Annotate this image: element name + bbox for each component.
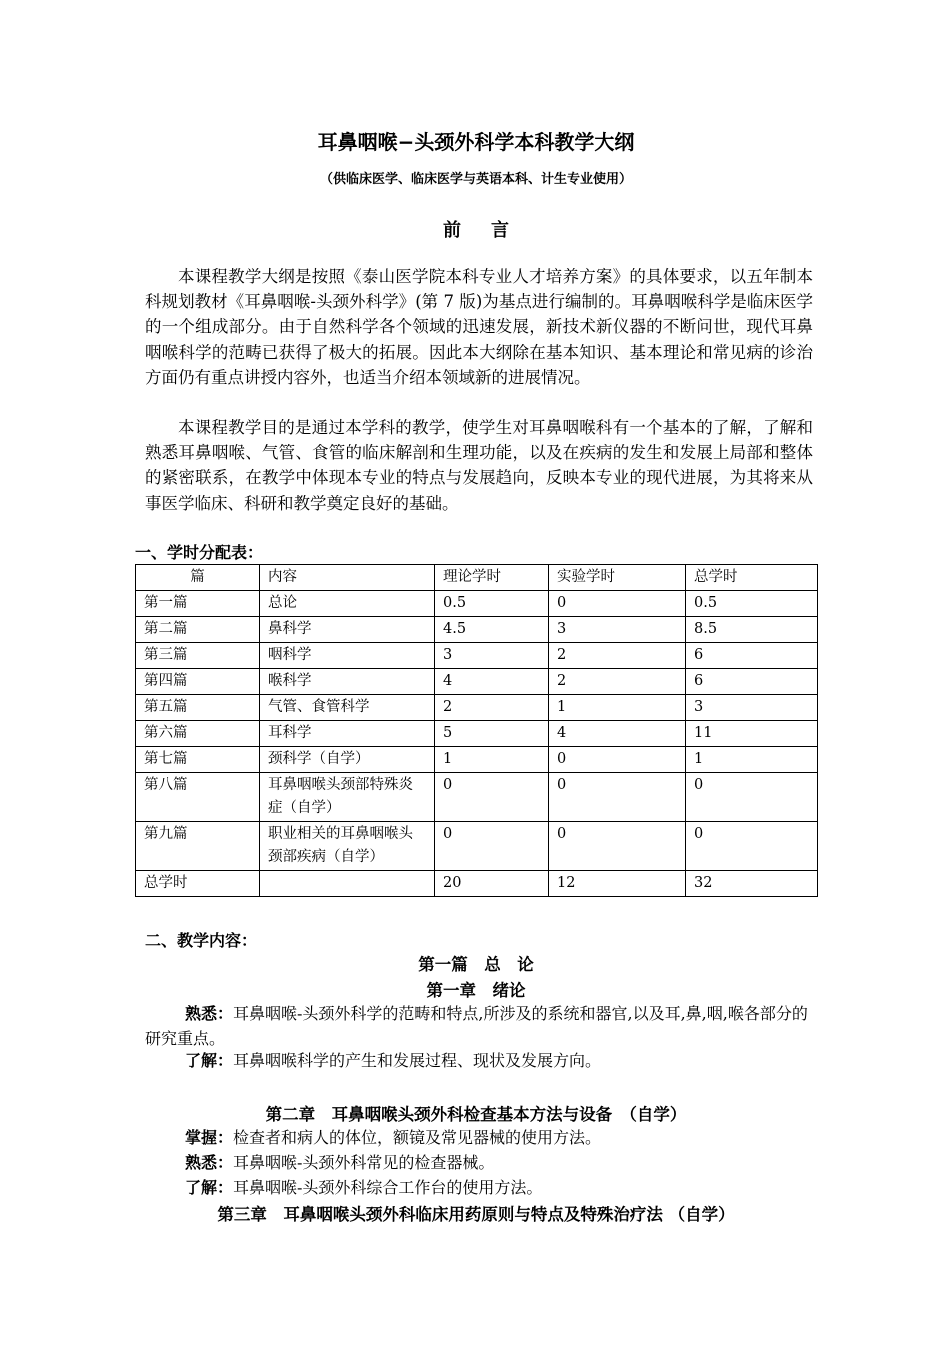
table-cell: 0.5: [686, 591, 818, 617]
table-cell: 第七篇: [136, 747, 260, 773]
table-header-cell: 实验学时: [549, 565, 686, 591]
table-cell: 总论: [260, 591, 435, 617]
table-header-cell: 总学时: [686, 565, 818, 591]
table-cell: 第三篇: [136, 643, 260, 669]
understand-label: 了解：: [185, 1051, 234, 1070]
table-cell: 6: [686, 643, 818, 669]
table-row: [136, 773, 818, 822]
table-cell: 2: [435, 695, 549, 721]
table-cell: 耳科学: [260, 721, 435, 747]
section-2-heading: 二、教学内容：: [145, 931, 258, 950]
table-cell: 32: [686, 871, 818, 897]
table-cell: 第一篇: [136, 591, 260, 617]
table-cell: 4.5: [435, 617, 549, 643]
table-row: [136, 721, 818, 747]
table-cell: 气管、食管科学: [260, 695, 435, 721]
table-cell: 颈科学（自学）: [260, 747, 435, 773]
table-cell: 1: [686, 747, 818, 773]
table-header-row: [136, 565, 818, 591]
table-cell: 耳鼻咽喉头颈部特殊炎症（自学）: [260, 773, 435, 822]
table-row: [136, 643, 818, 669]
table-cell: 2: [549, 643, 686, 669]
table-cell: 3: [549, 617, 686, 643]
chapter-1-understand: [145, 1048, 813, 1073]
table-cell: 8.5: [686, 617, 818, 643]
chapter-3-heading: 第三章 耳鼻咽喉头颈外科临床用药原则与特点及特殊治疗法 （自学）: [217, 1205, 735, 1224]
preface-paragraph-1: 本课程教学大纲是按照《泰山医学院本科专业人才培养方案》的具体要求，以五年制本科规划教材《耳鼻咽喉-头颈外科学》(第 7 版)为基点进行编制的。耳鼻咽喉科学是临床医学的一个组成部分。由于自然科学各个领域的迅速发展，新技术新仪器的不断问世，现代耳鼻咽喉科学的范畴已获得了极大的拓展。因此本大纲除在基本知识、基本理论和常见病的诊治方面仍有重点讲授内容外，也适当介绍本领域新的进展情况。: [145, 267, 813, 387]
table-cell: 3: [435, 643, 549, 669]
preface-heading: 前言: [443, 220, 539, 241]
table-cell: 20: [435, 871, 549, 897]
table-header-cell: 内容: [260, 565, 435, 591]
table-cell: 5: [435, 721, 549, 747]
table-cell: 第六篇: [136, 721, 260, 747]
chapter-1-heading: 第一章 绪论: [426, 981, 526, 1000]
table-row-total: [136, 871, 818, 897]
table-cell: 0: [435, 773, 549, 822]
master-label: 掌握：: [185, 1128, 234, 1147]
table-cell: 0: [549, 822, 686, 871]
table-cell: 1: [435, 747, 549, 773]
part-1-heading: 第一篇 总 论: [418, 955, 534, 974]
table-row: [136, 617, 818, 643]
familiar-label: 熟悉：: [185, 1004, 234, 1023]
table-header-cell: 篇: [136, 565, 260, 591]
chapter-2-master: [145, 1125, 813, 1150]
document-subtitle: （供临床医学、临床医学与英语本科、计生专业使用）: [319, 172, 632, 187]
table-header-cell: 理论学时: [435, 565, 549, 591]
table-cell: 0: [549, 773, 686, 822]
understand-text: 耳鼻咽喉科学的产生和发展过程、现状及发展方向。: [233, 1051, 602, 1070]
table-cell: 0: [549, 747, 686, 773]
table-row: [136, 822, 818, 871]
understand-label: 了解：: [185, 1178, 234, 1197]
table-row: [136, 591, 818, 617]
table-cell: 6: [686, 669, 818, 695]
familiar-text: 耳鼻咽喉-头颈外科常见的检查器械。: [233, 1153, 495, 1172]
table-cell: 第四篇: [136, 669, 260, 695]
table-row: [136, 747, 818, 773]
table-cell: 4: [435, 669, 549, 695]
understand-text: 耳鼻咽喉-头颈外科综合工作台的使用方法。: [233, 1178, 543, 1197]
section-1-heading: 一、学时分配表：: [135, 543, 264, 562]
table-cell: 0: [435, 822, 549, 871]
chapter-1-familiar: [145, 1001, 813, 1051]
table-cell: 11: [686, 721, 818, 747]
table-cell: 3: [686, 695, 818, 721]
document-title: 耳鼻咽喉−头颈外科学本科教学大纲: [317, 130, 635, 154]
table-cell: 第九篇: [136, 822, 260, 871]
table-cell: 职业相关的耳鼻咽喉头颈部疾病（自学）: [260, 822, 435, 871]
table-cell: 喉科学: [260, 669, 435, 695]
table-cell: 0: [686, 773, 818, 822]
table-cell: 4: [549, 721, 686, 747]
table-cell: 咽科学: [260, 643, 435, 669]
table-cell: 0.5: [435, 591, 549, 617]
familiar-label: 熟悉：: [185, 1153, 234, 1172]
table-cell: 12: [549, 871, 686, 897]
table-cell: 1: [549, 695, 686, 721]
table-cell: 0: [686, 822, 818, 871]
table-cell: 第二篇: [136, 617, 260, 643]
table-cell: 2: [549, 669, 686, 695]
table-cell: 0: [549, 591, 686, 617]
chapter-2-heading: 第二章 耳鼻咽喉头颈外科检查基本方法与设备 （自学）: [265, 1105, 687, 1124]
familiar-text: 耳鼻咽喉-头颈外科学的范畴和特点,所涉及的系统和器官,以及耳,鼻,咽,喉各部分的研究重点。: [145, 1004, 808, 1048]
chapter-2-understand: [145, 1175, 813, 1200]
chapter-2-familiar: [145, 1150, 813, 1175]
table-cell: 第五篇: [136, 695, 260, 721]
master-text: 检查者和病人的体位，额镜及常见器械的使用方法。: [233, 1128, 602, 1147]
table-cell: 鼻科学: [260, 617, 435, 643]
table-cell: 总学时: [136, 871, 260, 897]
table-cell: [260, 871, 435, 897]
table-row: [136, 669, 818, 695]
table-cell: 第八篇: [136, 773, 260, 822]
hours-table: [135, 564, 818, 897]
table-row: [136, 695, 818, 721]
preface-paragraph-2: 本课程教学目的是通过本学科的教学，使学生对耳鼻咽喉科有一个基本的了解，了解和熟悉耳鼻咽喉、气管、食管的临床解剖和生理功能，以及在疾病的发生和发展上局部和整体的紧密联系，在教学中体现本专业的特点与发展趋向，反映本专业的现代进展，为其将来从事医学临床、科研和教学奠定良好的基础。: [145, 418, 813, 513]
